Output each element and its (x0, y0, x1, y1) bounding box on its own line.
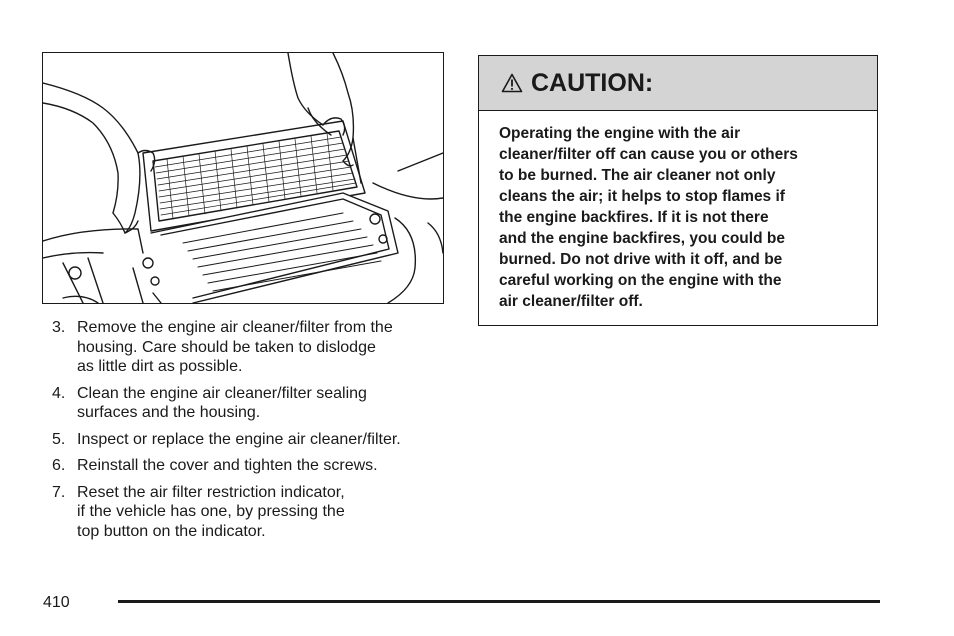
footer-rule (118, 600, 880, 603)
step-item (52, 456, 452, 476)
step-text: Reinstall the cover and tighten the screws. (77, 457, 378, 474)
hands-removing-air-filter-drawing (43, 53, 443, 303)
step-item (52, 318, 452, 377)
step-number: 6. (52, 457, 66, 474)
step-text: Inspect or replace the engine air cleaner/filter. (77, 430, 401, 448)
caution-header (479, 56, 877, 111)
step-number: 3. (52, 319, 66, 336)
step-text: Clean the engine air cleaner/filter sealing surfaces and the housing. (77, 384, 367, 421)
step-item (52, 430, 452, 450)
step-number: 4. (52, 384, 66, 402)
instruction-steps-list (52, 318, 452, 548)
step-text: Remove the engine air cleaner/filter from the housing. Care should be taken to dislodge as little dirt as possible. (77, 319, 393, 375)
step-number: 5. (52, 430, 66, 448)
page-number: 410 (43, 594, 70, 611)
caution-title: CAUTION: (531, 68, 654, 97)
step-number: 7. (52, 483, 66, 501)
air-filter-removal-illustration (42, 52, 444, 304)
warning-triangle-icon (501, 73, 523, 93)
caution-text: Operating the engine with the air cleaner/filter off can cause you or others to be burned. The air cleaner not only cleans the air; it helps to stop flames if the engine backfires. If it is not there and the engine backfires, you could be burned. Do not drive with it off, and be careful working on the engine with the air cleaner/filter off. (499, 125, 798, 310)
step-item (52, 483, 452, 542)
step-item (52, 384, 452, 423)
step-text: Reset the air filter restriction indicator, if the vehicle has one, by pressing the top button on the indicator. (77, 483, 345, 540)
caution-box (478, 55, 878, 326)
